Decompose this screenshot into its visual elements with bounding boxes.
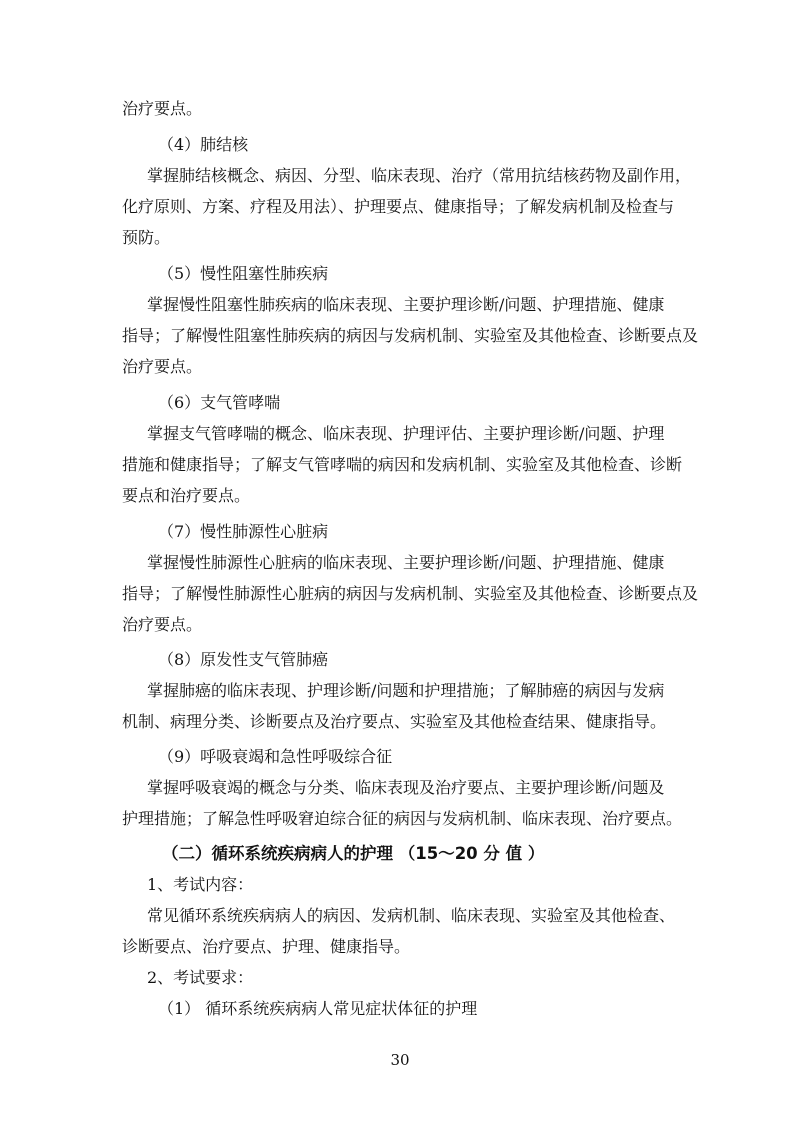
subsection-heading: （4）肺结核	[158, 135, 249, 154]
text-line: 掌握慢性肺源性心脏病的临床表现、主要护理诊断/问题、护理措施、健康	[147, 553, 665, 572]
text-line: 指导；了解慢性阻塞性肺疾病的病因与发病机制、实验室及其他检查、诊断要点及	[122, 326, 699, 345]
text-line: 治疗要点。	[122, 615, 203, 634]
text-line: 治疗要点。	[122, 99, 203, 118]
section-heading: （二）循环系统疾病病人的护理 （15～20 分 值 ）	[162, 844, 545, 863]
subsection-heading: （5）慢性阻塞性肺疾病	[158, 264, 329, 283]
text-line: 诊断要点、治疗要点、护理、健康指导。	[122, 937, 411, 956]
text-line: 掌握呼吸衰竭的概念与分类、临床表现及治疗要点、主要护理诊断/问题及	[147, 778, 665, 797]
text-line: 措施和健康指导；了解支气管哮喘的病因和发病机制、实验室及其他检查、诊断	[122, 455, 683, 474]
subsection-heading: （7）慢性肺源性心脏病	[158, 522, 329, 541]
text-line: 掌握肺结核概念、病因、分型、临床表现、治疗（常用抗结核药物及副作用，	[147, 166, 692, 185]
text-line: 掌握慢性阻塞性肺疾病的临床表现、主要护理诊断/问题、护理措施、健康	[147, 295, 665, 314]
text-line: 治疗要点。	[122, 357, 203, 376]
text-line: 掌握支气管哮喘的概念、临床表现、护理评估、主要护理诊断/问题、护理	[147, 424, 665, 443]
subsection-heading: （9）呼吸衰竭和急性呼吸综合征	[158, 747, 393, 766]
text-line: 掌握肺癌的临床表现、护理诊断/问题和护理措施；了解肺癌的病因与发病	[147, 681, 665, 700]
text-line: 护理措施；了解急性呼吸窘迫综合征的病因与发病机制、临床表现、治疗要点。	[122, 809, 683, 828]
text-line: 1、考试内容：	[147, 875, 254, 894]
text-line: 常见循环系统疾病病人的病因、发病机制、临床表现、实验室及其他检查、	[147, 906, 676, 925]
subsection-heading: （6）支气管哮喘	[158, 393, 281, 412]
text-line: 2、考试要求：	[147, 968, 254, 987]
text-line: 指导；了解慢性肺源性心脏病的病因与发病机制、实验室及其他检查、诊断要点及	[122, 584, 699, 603]
page-number: 30	[390, 1051, 410, 1069]
subsection-heading: （1） 循环系统疾病病人常见症状体征的护理	[158, 999, 478, 1018]
text-line: 预防。	[122, 228, 171, 247]
text-line: 化疗原则、方案、疗程及用法）、护理要点、健康指导；了解发病机制及检查与	[122, 197, 675, 216]
subsection-heading: （8）原发性支气管肺癌	[158, 650, 329, 669]
text-line: 机制、病理分类、诊断要点及治疗要点、实验室及其他检查结果、健康指导。	[122, 712, 667, 731]
text-line: 要点和治疗要点。	[122, 486, 251, 505]
